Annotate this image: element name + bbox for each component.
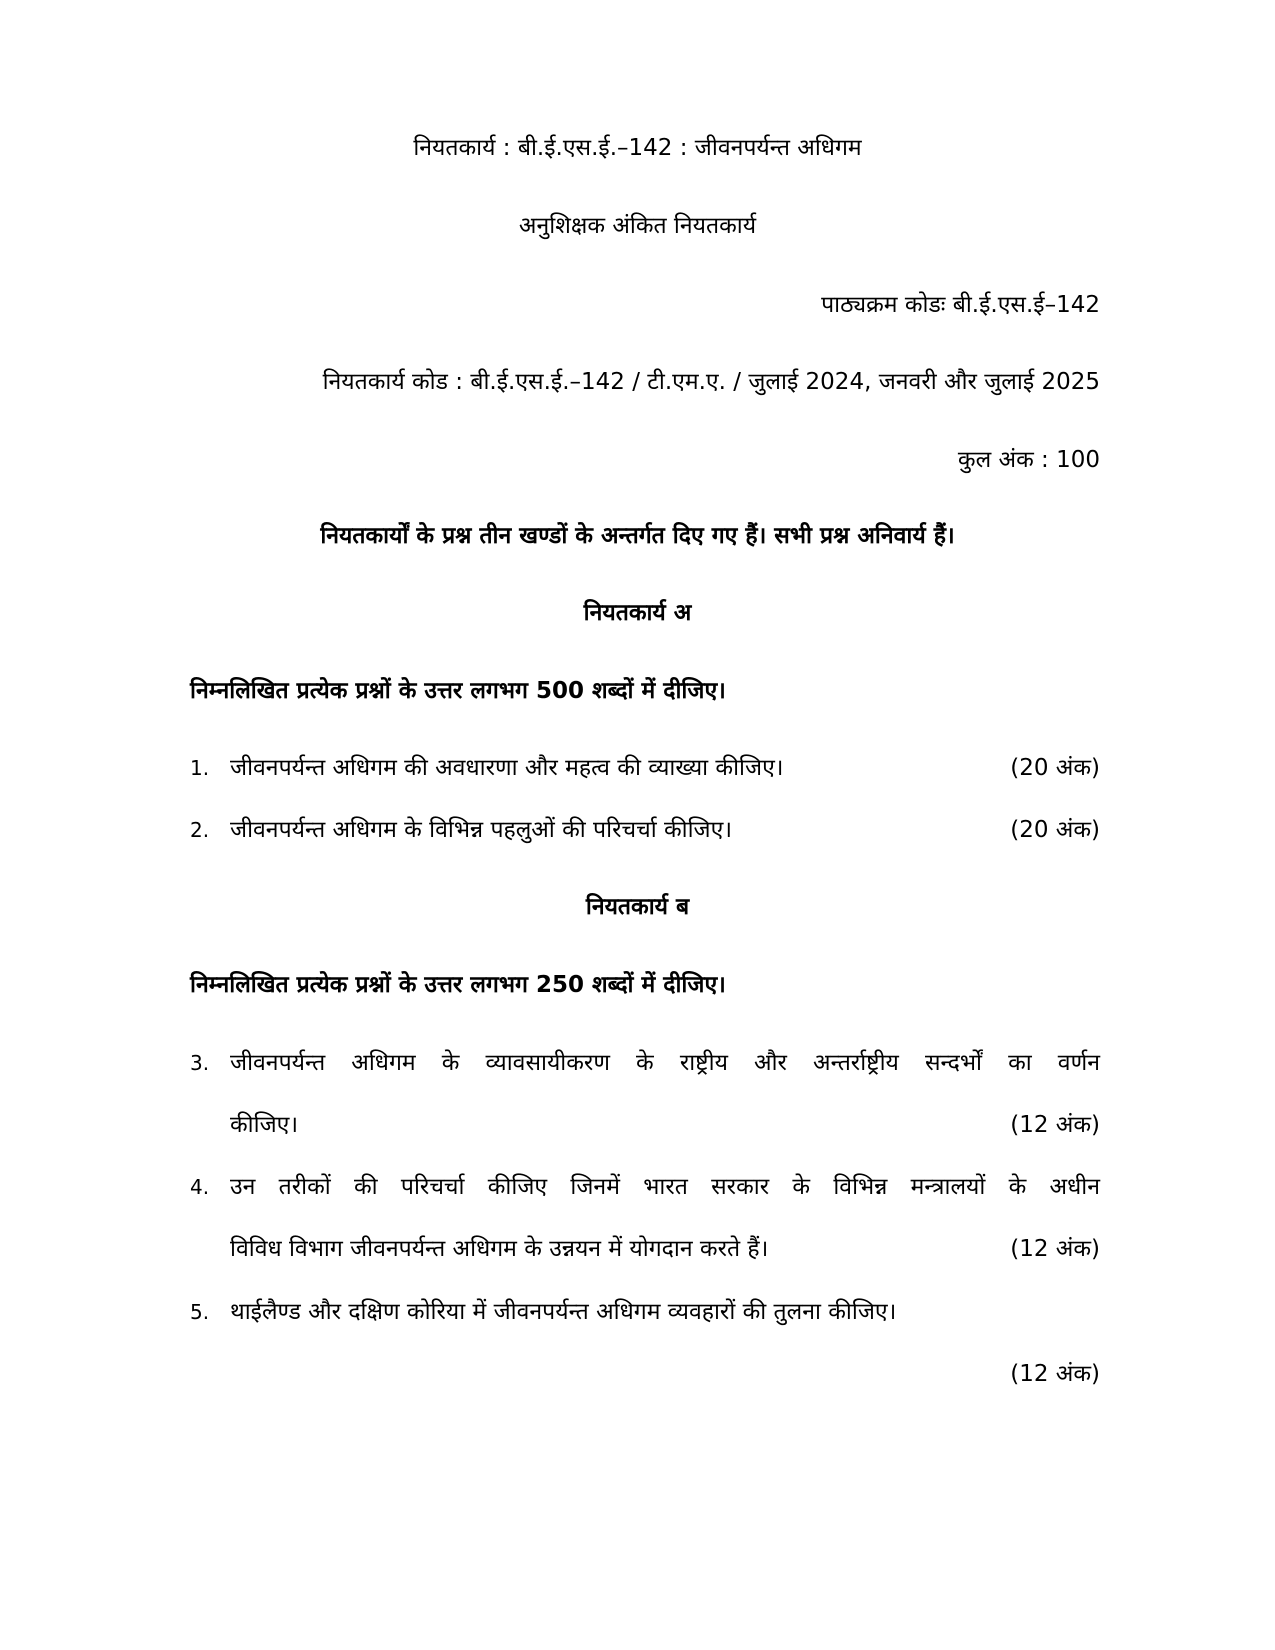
question-text-line-2: कीजिए। bbox=[230, 1112, 299, 1138]
course-code: पाठ्यक्रम कोडः बी.ई.एस.ई–142 bbox=[821, 292, 1100, 318]
assignment-code: नियतकार्य कोड : बी.ई.एस.ई.–142 / टी.एम.ए. / जुलाई 2024, जनवरी और जुलाई 2025 bbox=[322, 369, 1100, 395]
assignment-subtitle: अनुशिक्षक अंकित नियतकार्य bbox=[518, 213, 757, 239]
question-number: 2. bbox=[190, 818, 210, 842]
question-text: जीवनपर्यन्त अधिगम के विभिन्न पहलुओं की परिचर्चा कीजिए। bbox=[230, 817, 733, 843]
question-text: जीवनपर्यन्त अधिगम की अवधारणा और महत्व की व्याख्या कीजिए। bbox=[230, 755, 784, 781]
assignment-title: नियतकार्य : बी.ई.एस.ई.–142 : जीवनपर्यन्त अधिगम bbox=[413, 135, 862, 161]
section-b-heading: नियतकार्य ब bbox=[585, 894, 690, 920]
question-marks: (12 अंक) bbox=[1010, 1112, 1100, 1138]
question-5-marks: (12 अंक) bbox=[1010, 1361, 1100, 1387]
question-text: थाईलैण्ड और दक्षिण कोरिया में जीवनपर्यन्त अधिगम व्यवहारों की तुलना कीजिए। bbox=[230, 1299, 897, 1325]
question-number: 4. bbox=[190, 1175, 210, 1199]
total-marks: कुल अंक : 100 bbox=[957, 447, 1100, 473]
section-b-instruction: निम्नलिखित प्रत्येक प्रश्नों के उत्तर लगभग 250 शब्दों में दीजिए। bbox=[190, 972, 726, 998]
general-instructions: नियतकार्यों के प्रश्न तीन खण्डों के अन्तर्गत दिए गए हैं। सभी प्रश्न अनिवार्य हैं। bbox=[320, 523, 955, 549]
question-text-line-1: जीवनपर्यन्त अधिगम के व्यावसायीकरण के राष्ट्रीय और अन्तर्राष्ट्रीय सन्दर्भों का वर्णन bbox=[230, 1050, 1100, 1076]
question-marks: (20 अंक) bbox=[1010, 817, 1100, 843]
question-marks: (20 अंक) bbox=[1010, 755, 1100, 781]
question-number: 3. bbox=[190, 1051, 210, 1075]
question-number: 1. bbox=[190, 756, 210, 780]
question-number: 5. bbox=[190, 1300, 210, 1324]
question-marks: (12 अंक) bbox=[1010, 1236, 1100, 1262]
question-text-line-2: विविध विभाग जीवनपर्यन्त अधिगम के उन्नयन में योगदान करते हैं। bbox=[230, 1236, 769, 1262]
section-a-heading: नियतकार्य अ bbox=[583, 600, 692, 626]
question-text-line-1: उन तरीकों की परिचर्चा कीजिए जिनमें भारत सरकार के विभिन्न मन्त्रालयों के अधीन bbox=[230, 1174, 1100, 1200]
section-a-instruction: निम्नलिखित प्रत्येक प्रश्नों के उत्तर लगभग 500 शब्दों में दीजिए। bbox=[190, 678, 726, 704]
